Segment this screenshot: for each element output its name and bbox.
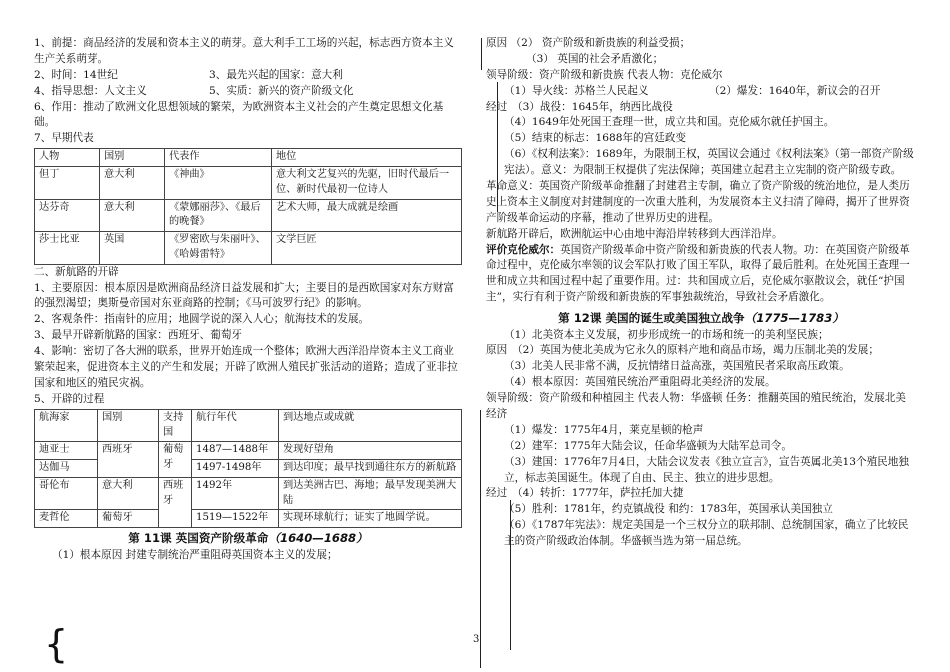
table-header-cell: 人物 [35, 149, 100, 167]
table-cell: 实现环球航行；证实了地圆学说。 [279, 510, 462, 528]
table-cell: 达伽马 [35, 460, 98, 478]
founding-text: （3）建国：1776年7月4日，大陆会议发表《独立宣言》，宣告英属北美13个殖民地独立，标志美国诞生。体现了自由、民主、独立的进步思想。 [504, 455, 909, 484]
time-country-row [34, 68, 462, 84]
army-text: （2）建军：1775年大陆会议，任命华盛顿为大陆军总司令。 [504, 439, 792, 452]
reason-2-text: 原因 （2） 资产阶级和新贵族的利益受损； [486, 37, 691, 49]
table-cell: 《罗密欧与朱丽叶》、《哈姆雷特》 [165, 232, 272, 265]
cause-4-text: （4）根本原因：英国殖民统治严重阻碍北美经济的发展。 [504, 376, 776, 389]
table-row [35, 232, 462, 265]
cause-3-text: （3）北美人民非常不满，反抗情绪日益高涨，英国殖民者采取高压政策。 [504, 360, 850, 373]
leading-class-text: 领导阶级：资产阶级和新贵族 代表人物：克伦威尔 [486, 68, 723, 81]
table-cell: 迪亚士 [35, 442, 98, 460]
table-cell: 但丁 [35, 167, 100, 200]
ideology-text: 4、指导思想：人文主义 [34, 84, 147, 97]
table-cell: 意大利文艺复兴的先驱，旧时代最后一位、新时代最初一位诗人 [272, 167, 462, 200]
reason-3-text: （3） 英国的社会矛盾激化； [526, 52, 664, 65]
table-header-row [35, 409, 462, 442]
right-column [486, 36, 916, 550]
cromwell-evaluation [486, 243, 916, 307]
table-header-cell: 支持国 [159, 409, 192, 442]
table-cell: 哥伦布 [35, 477, 98, 510]
ch12-outer-bracket-line [480, 410, 481, 668]
table-cell: 英国 [100, 232, 165, 265]
execution-text: （4）1649年处死国王查理一世，成立共和国。克伦威尔就任护国主。 [504, 116, 835, 129]
table-cell: 艺术大师，最大成就是绘画 [272, 199, 462, 232]
process-heading: 5、开辟的过程 [34, 392, 105, 405]
outbreak-text: （2）爆发：1640年，新议会的召开 [709, 84, 881, 97]
impact-text: 4、影响：密切了各大洲的联系，世界开始连成一个整体；欧洲大西洋沿岸资本主义工商业繁荣起来，促进资本主义的产生和发展；开辟了欧洲人殖民扩张活动的道路；造成了亚非拉国家和地区的殖民灾祸。 [34, 345, 458, 389]
revolution-significance-text: 革命意义：英国资产阶级革命推翻了封建君主专制，确立了资产阶级的统治地位，是人类历史上资本主义制度对封建制度的一次重大胜利，为发展资本主义扫清了障碍，揭开了世界资产阶级革命运动的序幕，推动了世界历史的进程。 [486, 180, 910, 224]
chapter-12-title-text: 第 12课 美国的诞生或美国独立战争 [558, 311, 745, 326]
constitution-text: （6）《1787年宪法》：规定美国是一个三权分立的联邦制、总统制国家，确立了比较民主的资产阶级政治体制。华盛顿当选为第一届总统。 [504, 519, 909, 548]
process-row-1 [486, 84, 916, 100]
new-routes-heading: 二、新航路的开辟 [34, 265, 119, 278]
ch11-root-cause: （1）根本原因 封建专制统治严重阻碍英国资本主义的发展； [52, 548, 338, 561]
table-cell: 1519—1522年 [192, 510, 279, 528]
table-cell: 1492年 [192, 477, 279, 510]
table-header-cell: 地位 [272, 149, 462, 167]
navigators-table [34, 409, 462, 528]
victory-text: （5）胜利：1781年，约克镇战役 和约：1783年，英国承认美国独立 [504, 503, 833, 516]
cause-row-2 [486, 343, 916, 359]
table-row [35, 510, 462, 528]
table-cell: 1497-1498年 [192, 460, 279, 478]
table-header-cell: 航行年代 [192, 409, 279, 442]
ideology-essence-row [34, 84, 462, 100]
first-country-text: 3、最先兴起的国家：意大利 [209, 68, 343, 81]
table-cell: 达芬奇 [35, 199, 100, 232]
process-label: 经过 [486, 100, 508, 113]
us-outbreak-text: （1）爆发：1775年4月，莱克星顿的枪声 [504, 423, 704, 436]
chapter-11-title-text: 第 11课 英国资产阶级革命 [128, 531, 269, 546]
table-cell: 文学巨匠 [272, 232, 462, 265]
table-row [35, 442, 462, 460]
table-cell: 意大利 [98, 477, 159, 510]
table-header-cell: 代表作 [165, 149, 272, 167]
table-cell: 西班牙 [98, 442, 159, 478]
process-bracket-line [497, 82, 498, 212]
us-process-label: 经过 [486, 487, 508, 500]
left-brace-icon: { [44, 622, 69, 666]
renaissance-table [34, 148, 462, 264]
chapter-12-title [486, 310, 916, 327]
table-cell: 葡萄牙 [159, 442, 192, 478]
table-row [35, 199, 462, 232]
table-header-cell: 国别 [98, 409, 159, 442]
table-cell: 《神曲》 [165, 167, 272, 200]
main-reasons-text: 1、主要原因：根本原因是欧洲商品经济日益发展和扩大；主要目的是西欧国家对东方财富的强烈渴望；奥斯曼帝国对东亚商路的控制；《马可波罗行纪》的影响。 [34, 281, 454, 310]
us-process-row [486, 486, 916, 502]
table-cell: 莎士比亚 [35, 232, 100, 265]
bill-of-rights-text: （6）《权利法案》：1689年，为限制王权，英国议会通过《权利法案》（第一部资产阶级宪法）。意义：为限制王权提供了宪法保障；英国建立起君主立宪制的资产阶级专政。 [504, 148, 914, 177]
cromwell-text: 英国资产阶级革命中资产阶级和新贵族的代表人物。功：在英国资产阶级革命过程中，克伦威尔率领的议会军队打败了国王军队，取得了最后胜利。在处死国王查理一世和成立共和国过程中起了重要作用。过：共和国成立后，克伦威尔驱散议会，就任“护国主”，实行有利于资产阶级和新贵族的军事独裁统治，导致社会矛盾激化。 [486, 243, 910, 304]
table-cell: 西班牙 [159, 477, 192, 527]
left-column [34, 36, 462, 563]
table-cell: 《蒙娜丽莎》、《最后的晚餐》 [165, 199, 272, 232]
table-header-cell: 到达地点或成就 [279, 409, 462, 442]
table-cell: 意大利 [100, 167, 165, 200]
table-cell: 1487—1488年 [192, 442, 279, 460]
cause-1-text: （1）北美资本主义发展，初步形成统一的市场和统一的美利坚民族； [504, 328, 829, 341]
cause-2-text: （2）英国为使北美成为它永久的原料产地和商品市场，竭力压制北美的发展； [512, 344, 879, 357]
objective-conditions-text: 2、客观条件：指南针的应用；地圆学说的深入人心；航海技术的发展。 [34, 313, 370, 326]
effect-text: 6、作用：推动了欧洲文化思想领域的繁荣，为欧洲资本主义社会的产生奠定思想文化基础。 [34, 100, 444, 129]
table-header-cell: 航海家 [35, 409, 98, 442]
premise-text: 1、前提：商品经济的发展和资本主义的萌芽。意大利手工工场的兴起，标志西方资本主义生产关系萌芽。 [34, 37, 454, 65]
turning-point-text: （4）转折：1777年，萨拉托加大捷 [512, 487, 684, 500]
reason-bracket-line [481, 38, 482, 70]
process-row-2 [486, 100, 916, 116]
table-cell: 葡萄牙 [98, 510, 159, 528]
chapter-12-years: （1775—1783） [744, 311, 844, 326]
table-row [35, 167, 462, 200]
table-cell: 麦哲伦 [35, 510, 98, 528]
table-row [35, 477, 462, 510]
table-cell: 到达美洲古巴、海地；最早发现美洲大陆 [279, 477, 462, 510]
ch12-process-bracket-line [510, 500, 511, 650]
table-cell: 发现好望角 [279, 442, 462, 460]
table-header-cell: 国别 [100, 149, 165, 167]
table-cell: 意大利 [100, 199, 165, 232]
earliest-countries-text: 3、最早开辟新航路的国家：西班牙、葡萄牙 [34, 329, 243, 342]
early-reps-heading: 7、早期代表 [34, 132, 94, 145]
cromwell-label: 评价克伦威尔： [486, 243, 561, 256]
end-sign-text: （5）结束的标志：1688年的宫廷政变 [504, 132, 687, 145]
cause-label: 原因 [486, 344, 508, 357]
chapter-11-years: （1640—1688） [268, 531, 368, 546]
fuse-text: （1）导火线：苏格兰人民起义 [504, 84, 649, 97]
battle-text: （3）战役：1645年，纳西比战役 [512, 100, 673, 113]
table-cell: 到达印度；最早找到通往东方的新航路 [279, 460, 462, 478]
chapter-11-title [34, 530, 462, 547]
us-leading-class-text: 领导阶级：资产阶级和种植园主 代表人物：华盛顿 任务：推翻英国的殖民统治，发展北美经济 [486, 392, 906, 420]
essence-text: 5、实质：新兴的资产阶级文化 [209, 84, 354, 97]
shipping-center-text: 新航路开辟后，欧洲航运中心由地中海沿岸转移到大西洋沿岸。 [486, 227, 783, 240]
time-text: 2、时间：14世纪 [34, 68, 118, 81]
table-header-row [35, 149, 462, 167]
page-number: 3 [473, 634, 480, 645]
